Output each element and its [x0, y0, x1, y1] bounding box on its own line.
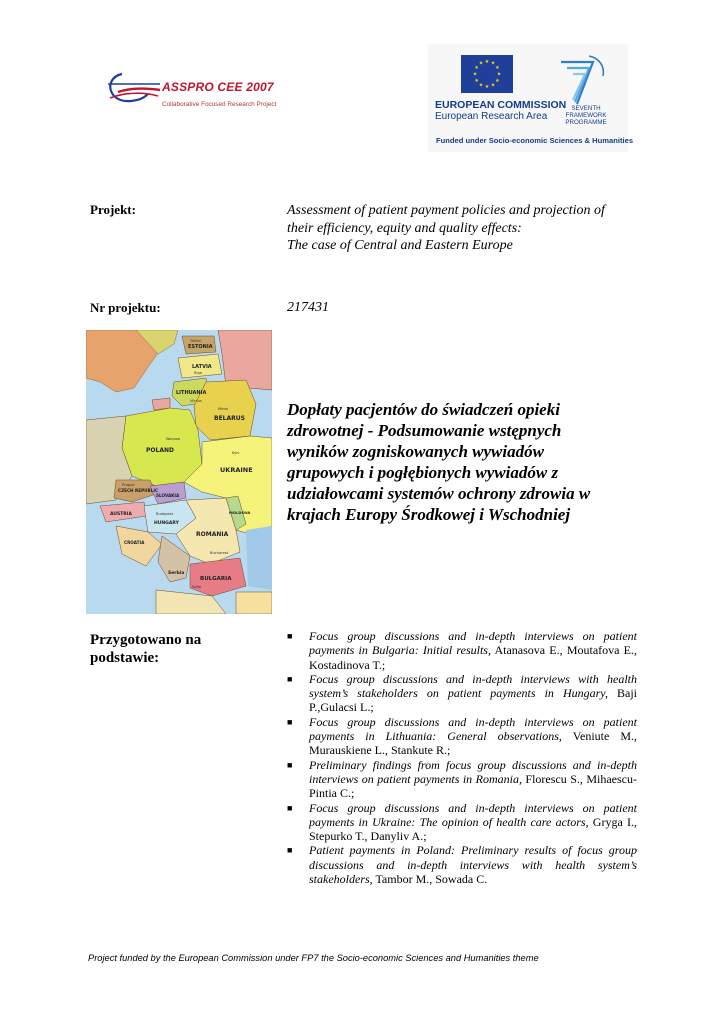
source-title: Focus group discussions and in-depth interviews with health system’s stakeholders on patient payments in Hungary, — [309, 671, 637, 701]
map-label-latvia: LATVIA — [192, 364, 212, 370]
map-label-bulgaria: BULGARIA — [200, 576, 232, 582]
map-label-ukraine: UKRAINE — [220, 466, 253, 474]
project-number: 217431 — [287, 300, 329, 315]
source-item — [287, 629, 637, 672]
document-title-line-5: udziałowcami systemów ochrony zdrowia w — [287, 484, 591, 503]
map-city-prague: Prague — [122, 483, 135, 487]
project-label: Projekt: — [90, 202, 136, 217]
eu-commission-title: EUROPEAN COMMISSION — [435, 99, 567, 111]
project-number-label: Nr projektu: — [90, 300, 161, 315]
source-title: Focus group discussions and in-depth interviews on patient payments in Ukraine: The opinion of health care actors, — [309, 800, 637, 829]
map-city-riga: Riga — [194, 371, 202, 375]
source-list — [287, 629, 637, 886]
map-city-vilnius: Vilnius — [190, 399, 202, 403]
eu-research-area: European Research Area — [435, 111, 548, 122]
funded-under-text: Funded under Socio-economic Sciences & Humanities — [436, 136, 634, 145]
source-title: Focus group discussions and in-depth interviews on patient payments in Bulgaria: Initial results, — [309, 629, 637, 658]
svg-text:★: ★ — [495, 78, 500, 84]
document-title-line-1: Dopłaty pacjentów do świadczeń opieki — [287, 400, 560, 419]
source-item — [287, 672, 637, 715]
map-city-sofia: Sofia — [192, 585, 201, 589]
source-authors: Tambor M., Sowada C. — [372, 872, 488, 887]
eu-flag-icon — [461, 55, 513, 93]
fp7-line-2: PROGRAMME — [565, 119, 607, 126]
document-title-line-4: grupowych i pogłębionych wywiadów z — [287, 463, 559, 482]
source-item — [287, 843, 637, 886]
document-title — [287, 399, 637, 525]
map-label-slovakia: SLOVAKIA — [156, 493, 180, 498]
source-title: Preliminary findings from focus group discussions and in-depth interviews on patient payments in Romania, — [309, 757, 637, 786]
map-label-lithuania: LITHUANIA — [176, 390, 207, 396]
bullet-icon: ■ — [287, 631, 293, 641]
source-authors: Atanasova E., Moutafova E., Kostadinova T.; — [309, 643, 637, 672]
svg-text:★: ★ — [484, 59, 490, 65]
svg-text:★: ★ — [478, 82, 484, 89]
svg-text:★: ★ — [490, 82, 496, 89]
map-label-belarus: BELARUS — [214, 415, 245, 422]
source-authors: Gryga I., Stepurko T., Danyliv A.; — [309, 814, 637, 844]
fp7-line-1: SEVENTH FRAMEWORK — [565, 105, 607, 119]
source-title: Focus group discussions and in-depth interviews on patient payments in Lithuania: General observations, — [309, 714, 637, 744]
bullet-icon: ■ — [287, 716, 293, 727]
map-label-poland: POLAND — [146, 447, 174, 454]
map-label-moldova: MOLDOVA — [229, 510, 251, 515]
source-authors: Florescu S., Mihaescu-Pintia C.; — [309, 771, 637, 801]
svg-text:★: ★ — [484, 84, 490, 90]
map-city-minsk: Minsk — [218, 407, 229, 411]
project-title — [287, 202, 647, 255]
map-city-budapest: Budapest — [156, 512, 174, 516]
source-item — [287, 801, 637, 844]
source-item — [287, 715, 637, 758]
map-label-hungary: HUNGARY — [154, 521, 179, 526]
source-authors: Veniute M., Murauskiene L., Stankute R.; — [309, 729, 637, 758]
map-label-austria: AUSTRIA — [110, 512, 132, 517]
svg-text:★: ★ — [495, 64, 500, 71]
svg-text:★: ★ — [490, 60, 496, 67]
map-label-croatia: CROATIA — [124, 540, 145, 545]
bullet-icon: ■ — [287, 802, 293, 813]
svg-text:★: ★ — [478, 60, 484, 67]
svg-text:★: ★ — [472, 71, 478, 78]
map-label-romania: ROMANIA — [196, 531, 229, 538]
bullet-icon: ■ — [287, 673, 293, 684]
map-label-estonia: ESTONIA — [188, 344, 213, 350]
source-authors: Baji P.,Gulacsi L.; — [309, 686, 637, 715]
map-city-kiev: Kyiv — [232, 451, 240, 455]
map-city-bucharest: Bucharest — [210, 551, 229, 555]
document-title-line-6: krajach Europy Środkowej i Wschodniej — [287, 505, 571, 524]
svg-text:★: ★ — [474, 78, 479, 84]
map-label-serbia: Serbia — [168, 571, 185, 576]
fp7-caption — [551, 105, 621, 126]
project-title-line-1: Assessment of patient payment policies and projection of — [287, 203, 605, 218]
prepared-label: Przygotowano na podstawie: — [90, 632, 202, 666]
source-item — [287, 758, 637, 801]
map-city-warsaw: Warsaw — [166, 437, 181, 441]
central-eastern-europe-map — [86, 330, 272, 614]
map-label-czech: CZECH REPUBLIC — [118, 488, 159, 493]
asspro-name: ASSPRO CEE 2007 — [162, 80, 274, 94]
document-title-line-2: zdrowotnej - Podsumowanie wstępnych — [287, 421, 562, 440]
document-title-line-3: wyników zogniskowanych wywiadów — [287, 442, 544, 461]
svg-text:★: ★ — [496, 71, 502, 78]
project-title-line-2: their efficiency, equity and quality effects: — [287, 220, 522, 236]
svg-text:★: ★ — [474, 64, 479, 71]
map-city-tallinn: Tallinn — [190, 339, 202, 343]
bullet-icon: ■ — [287, 845, 293, 856]
source-title: Patient payments in Poland: Preliminary results of focus group discussions and in-depth interviews with health system’s stakeholders, — [309, 843, 637, 887]
bullet-icon: ■ — [287, 759, 293, 770]
project-title-line-3: The case of Central and Eastern Europe — [287, 238, 513, 253]
page-footer: Project funded by the European Commission under FP7 the Socio-economic Sciences and Humanities theme — [88, 953, 539, 963]
asspro-subtitle: Collaborative Focused Research Project — [162, 101, 277, 108]
